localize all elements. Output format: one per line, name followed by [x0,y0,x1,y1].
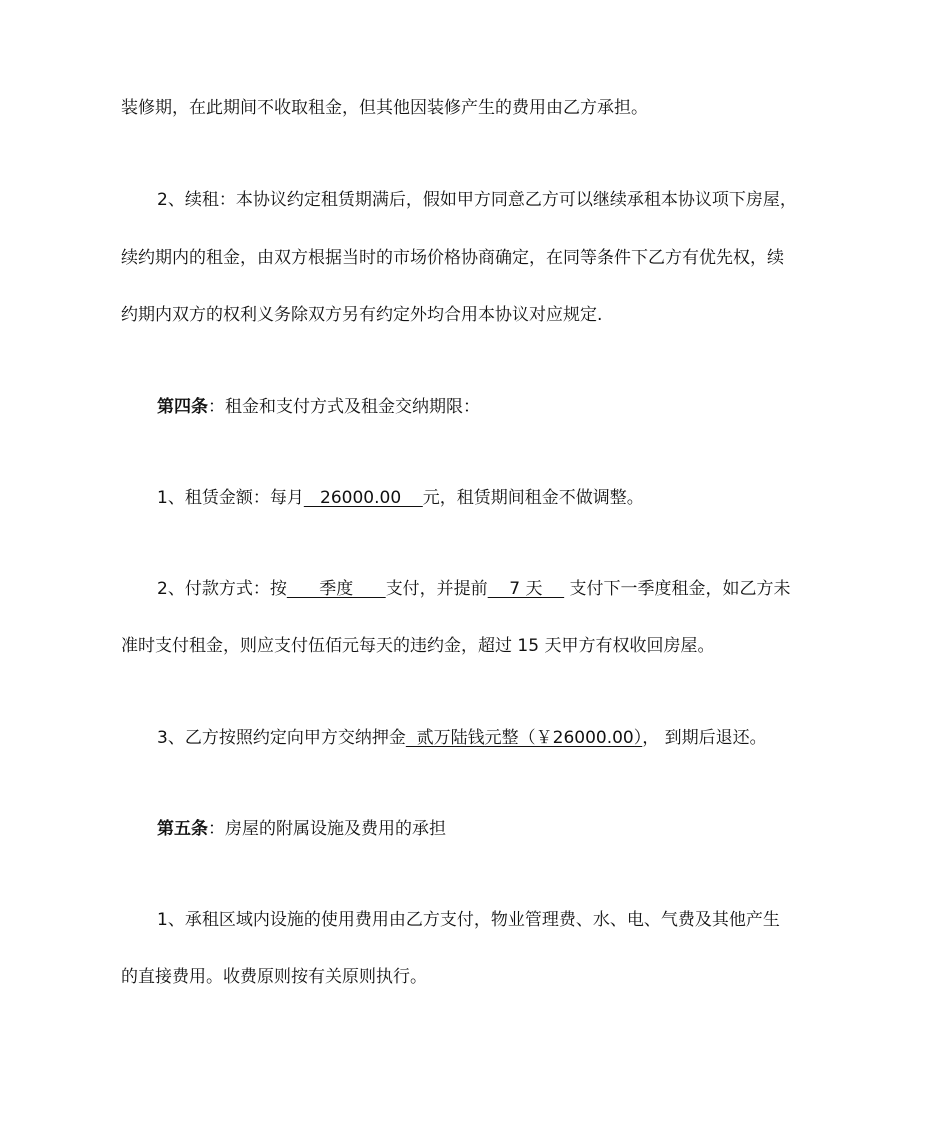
article-4-title: 第四条 [157,397,208,417]
payment-period-value: 季度 [286,579,386,599]
deposit-amount: 贰万陆钱元整（￥26000.00） [405,728,643,748]
article-5-title: 第五条 [157,819,208,839]
deposit-clause [157,726,767,750]
facility-fee-clause-line-2: 的直接费用。收费原则按有关原则执行。 [121,967,427,987]
article-5-subtitle: ：房屋的附属设施及费用的承担 [208,819,446,839]
article-5-heading [157,817,446,841]
rent-amount-prefix: 1、租赁金额：每月 [157,488,304,508]
rent-amount-suffix: 元，租赁期间租金不做调整。 [422,488,644,508]
payment-method-suffix: 支付下一季度租金，如乙方未 [564,579,791,599]
deposit-suffix: ， 到期后退还。 [642,728,767,748]
rent-amount-value: 26000.00 [303,488,423,508]
facility-fee-clause-line-1: 1、承租区域内设施的使用费用由乙方支付，物业管理费、水、电、气费及其他产生 [157,910,780,930]
renewal-clause-line-1: 2、续租：本协议约定租赁期满后，假如甲方同意乙方可以继续承租本协议项下房屋， [157,190,797,210]
rent-amount-clause [157,486,644,510]
renewal-clause-line-3: 约期内双方的权利义务除双方另有约定外均合用本协议对应规定. [121,305,603,325]
payment-method-clause [157,577,791,601]
payment-method-line-2: 准时支付租金，则应支付伍佰元每天的违约金，超过 15 天甲方有权收回房屋。 [121,636,715,656]
payment-advance-days: 7 天 [487,579,565,599]
deposit-prefix: 3、乙方按照约定向甲方交纳押金 [157,728,406,748]
paragraph-line: 装修期，在此期间不收取租金，但其他因装修产生的费用由乙方承担。 [121,98,648,118]
payment-method-prefix: 2、付款方式：按 [157,579,287,599]
article-4-subtitle: ：租金和支付方式及租金交纳期限： [208,397,480,417]
renewal-clause-line-2: 续约期内的租金，由双方根据当时的市场价格协商确定，在同等条件下乙方有优先权，续 [121,248,784,268]
payment-method-mid: 支付，并提前 [385,579,488,599]
article-4-heading [157,395,480,419]
